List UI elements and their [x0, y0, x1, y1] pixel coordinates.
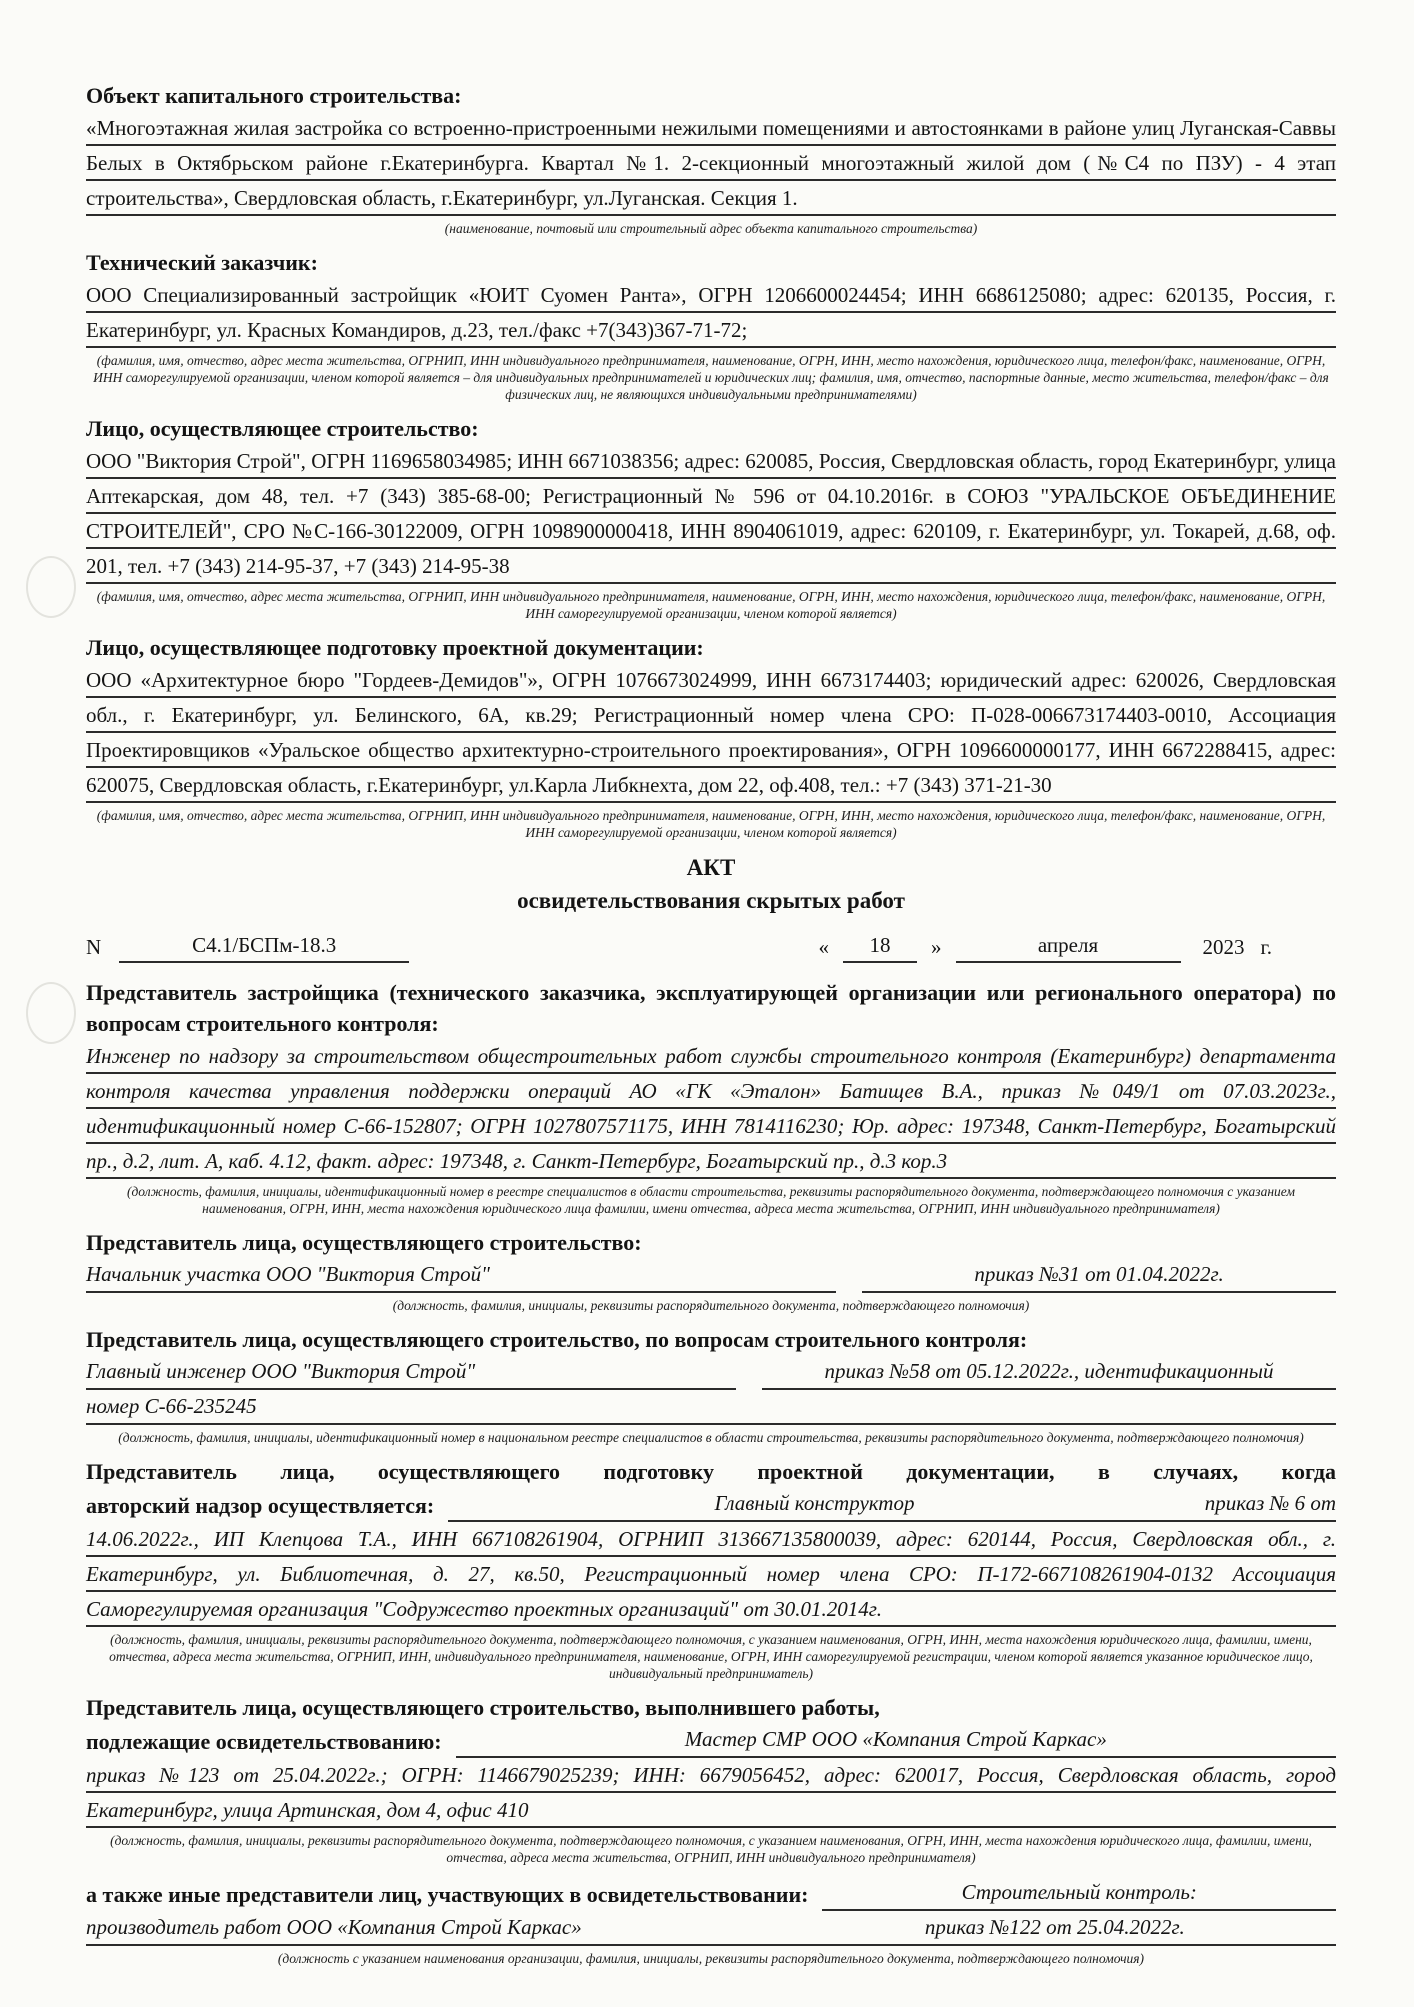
field-value: ООО «Архитектурное бюро "Гордеев-Демидов"», ОГРН 1076673024999, ИНН 6673174403; юридический адрес: 620026, Свердловская обл., г. Екатеринбург, ул. Белинского, 6А, кв.29; Регистрационный номер члена СРО: П-028-006673174403-0010, Ассоциация Проектировщиков «Уральское общество архитектурно-строительного проектирования», ОГРН 1096600000177, ИНН 6672288415, адрес: 620075, Свердловская область, г.Екатеринбург, ул.Карла Либкнехта, дом 22, оф.408, тел.: +7 (343) 371-21-30 — [86, 663, 1336, 803]
field-value: «Многоэтажная жилая застройка со встроенно-пристроенными нежилыми помещениями и автостоянками в районе улиц Луганская-Саввы Белых в Октябрьском районе г.Екатеринбурга. Квартал №1. 2-секционный многоэтажный жилой дом (№С4 по ПЗУ) - 4 этап строительства», Свердловская область, г.Екатеринбург, ул.Луганская. Секция 1. — [86, 111, 1336, 216]
field-value: Инженер по надзору за строительством общестроительных работ службы строительного контроля (Екатеринбург) департамента контроля качества управления поддержки операций АО «ГК «Эталон» Батищев В.А., приказ №049/1 от 07.03.2023г., идентификационный номер С-66-152807; ОГРН 1027807571175, ИНН 7814116230; Юр. адрес: 197348, Санкт-Петербург, Богатырский пр., д.2, лит. А, каб. 4.12, факт. адрес: 197348, г. Санкт-Петербург, Богатырский пр., д.3 кор.3 — [86, 1039, 1336, 1179]
section-title: Лицо, осуществляющее строительство: — [86, 416, 479, 441]
section-other-representatives — [86, 1876, 1336, 1967]
position-value: Главный инженер ООО "Виктория Строй" — [86, 1355, 736, 1390]
field-row — [86, 1390, 1336, 1425]
section-title-row — [86, 1876, 1336, 1911]
field-value: ООО Специализированный застройщик «ЮИТ Суомен Ранта», ОГРН 1206600024454; ИНН 6686125080; адрес: 620135, Россия, г. Екатеринбург, ул. Красных Командиров, д.23, тел./факс +7(343)367-71-72; — [86, 278, 1336, 348]
field-caption: (должность, фамилия, инициалы, реквизиты распорядительного документа, подтверждающего полномочия, с указанием наименования, ОГРН, ИНН, места нахождения юридического лица, фамилии, имени, отчества, адреса места жительства, ОГРНИП, ИНН, индивидуального предпринимателя, наименование, ОГРН, ИНН саморегулируемой регистрации, членом которой является указанное юридическое лицо, индивидуальный предприниматель) — [109, 1632, 1313, 1681]
act-day: 18 — [843, 929, 917, 963]
section-title-line2: подлежащие освидетельствованию: — [86, 1729, 442, 1754]
section-title: Представитель лица, осуществляющего строительство, по вопросам строительного контроля: — [86, 1327, 1028, 1352]
act-number-value: С4.1/БСПм-18.3 — [119, 929, 409, 963]
field-caption: (должность, фамилия, инициалы, идентификационный номер в реестре специалистов в области строительства, реквизиты распорядительного документа, подтверждающего полномочия с указанием наименования, ОГРН, ИНН, места нахождения юридического лица фамилии, имени отчества, адреса места жительства, ОГРНИП, ИНН индивидуального предпринимателя) — [126, 1184, 1296, 1216]
field-caption: (должность, фамилия, инициалы, реквизиты распорядительного документа, подтверждающего полномочия) — [392, 1298, 1030, 1313]
order-value: приказ №58 от 05.12.2022г., идентификационный — [762, 1355, 1336, 1390]
section-technical-customer — [86, 247, 1336, 403]
field-caption: (фамилия, имя, отчество, адрес места жительства, ОГРНИП, ИНН индивидуального предпринимателя, наименование, ОГРН, ИНН, место нахождения, юридического лица, телефон/факс, наименование, ОГРН, ИНН саморегулируемой организации, членом которой является) — [96, 589, 1326, 621]
position-value: Мастер СМР ООО «Компания Строй Каркас» — [684, 1727, 1107, 1751]
act-subtitle: освидетельствования скрытых работ — [517, 888, 905, 913]
hole-punch-artifact — [26, 982, 76, 1044]
section-title-line2-row — [86, 1487, 1336, 1522]
act-title: АКТ — [686, 855, 736, 880]
section-title-line2: авторский надзор осуществляется: — [86, 1493, 435, 1518]
close-quote: » — [931, 935, 942, 959]
role-value: Строительный контроль: — [961, 1880, 1197, 1904]
field-caption: (должность, фамилия, инициалы, идентификационный номер в национальном реестре специалистов в области строительства, реквизиты распорядительного документа, подтверждающего полномочия) — [118, 1430, 1304, 1445]
section-title-line1: Представитель лица, осуществляющего строительство, выполнившего работы, — [86, 1695, 880, 1720]
section-developer-representative — [86, 977, 1336, 1217]
section-title: Лицо, осуществляющее подготовку проектной документации: — [86, 635, 704, 660]
section-act-header — [86, 851, 1336, 963]
section-title-line2-row — [86, 1723, 1336, 1758]
order-lead-value: приказ № 6 от — [1204, 1491, 1336, 1515]
section-builder-control-representative — [86, 1324, 1336, 1446]
section-designer — [86, 632, 1336, 841]
section-builder-representative — [86, 1227, 1336, 1314]
section-builder — [86, 413, 1336, 622]
field-value: 14.06.2022г., ИП Клепцова Т.А., ИНН 667108261904, ОГРНИП 313667135800039, адрес: 620144, Россия, Свердловская обл., г. Екатеринбург, ул. Библиотечная, д. 27, кв.50, Регистрационный номер члена СРО: П-172-667108261904-0132 Ассоциация Саморегулируемая организация "Содружество проектных организаций" от 30.01.2014г. — [86, 1522, 1336, 1627]
act-number-label: N — [86, 935, 102, 959]
field-value: ООО "Виктория Строй", ОГРН 1169658034985; ИНН 6671038356; адрес: 620085, Россия, Свердловская область, город Екатеринбург, улица Аптекарская, дом 48, тел. +7 (343) 385-68-00; Регистрационный № 596 от 04.10.2016г. в СОЮЗ "УРАЛЬСКОЕ ОБЪЕДИНЕНИЕ СТРОИТЕЛЕЙ", СРО №С-166-30122009, ОГРН 1098900000418, ИНН 8904061019, адрес: 620109, г. Екатеринбург, ул. Токарей, д.68, оф. 201, тел. +7 (343) 214-95-37, +7 (343) 214-95-38 — [86, 444, 1336, 584]
field-caption: (должность, фамилия, инициалы, реквизиты распорядительного документа, подтверждающего полномочия, с указанием наименования, ОГРН, ИНН, места нахождения юридического лица, фамилии, имени, отчества, адреса места жительства, ОГРНИП, ИНН индивидуального предпринимателя) — [110, 1833, 1312, 1865]
position-value: производитель работ ООО «Компания Строй Каркас» — [86, 1911, 774, 1946]
section-title: Представитель застройщика (технического заказчика, эксплуатирующей организации или регионального оператора) по вопросам строительного контроля: — [86, 980, 1336, 1036]
open-quote: « — [818, 935, 829, 959]
field-caption: (должность с указанием наименования организации, фамилия, инициалы, реквизиты распорядительного документа, подтверждающего полномочия) — [277, 1951, 1145, 1966]
field-row — [86, 1911, 1336, 1946]
field-caption: (фамилия, имя, отчество, адрес места жительства, ОГРНИП, ИНН индивидуального предпринимателя, наименование, ОГРН, ИНН, место нахождения, юридического лица, телефон/факс, наименование, ОГРН, ИНН саморегулируемой организации, членом которой является – для индивидуальных предпринимателей и юридических лиц; фамилия, имя, отчество, паспортные данные, место жительства, телефон/факс – для физических лиц, не являющихся индивидуальными предпринимателями) — [93, 353, 1329, 402]
act-year-suffix: г. — [1260, 935, 1272, 959]
order-value: приказ №31 от 01.04.2022г. — [862, 1258, 1336, 1293]
section-title-line1: Представитель лица, осуществляющего подготовку проектной документации, в случаях, когда — [86, 1459, 1336, 1484]
section-title: Представитель лица, осуществляющего строительство: — [86, 1230, 642, 1255]
field-caption: (фамилия, имя, отчество, адрес места жительства, ОГРНИП, ИНН индивидуального предпринимателя, наименование, ОГРН, ИНН, место нахождения, юридического лица, телефон/факс, наименование, ОГРН, ИНН саморегулируемой организации, членом которой является) — [96, 808, 1326, 840]
order-value: приказ №122 от 25.04.2022г. — [774, 1911, 1337, 1946]
field-caption: (наименование, почтовый или строительный адрес объекта капитального строительства) — [444, 221, 978, 236]
section-work-performer-representative — [86, 1692, 1336, 1866]
act-month: апреля — [956, 929, 1181, 963]
section-title: Объект капитального строительства: — [86, 83, 462, 108]
act-year: 2023 — [1202, 935, 1245, 959]
order-tail-value: номер С-66-235245 — [86, 1390, 1336, 1425]
field-value: приказ №123 от 25.04.2022г.; ОГРН: 1146679025239; ИНН: 6679056452, адрес: 620017, Россия, Свердловская область, город Екатеринбург, улица Артинская, дом 4, офис 410 — [86, 1758, 1336, 1828]
section-construction-object — [86, 80, 1336, 237]
section-title: Технический заказчик: — [86, 250, 318, 275]
section-designer-representative — [86, 1456, 1336, 1682]
field-row — [86, 1258, 1336, 1293]
hole-punch-artifact — [26, 556, 76, 618]
position-value: Начальник участка ООО "Виктория Строй" — [86, 1258, 836, 1293]
field-row — [86, 1355, 1336, 1390]
section-title: а также иные представители лиц, участвующих в освидетельствовании: — [86, 1882, 809, 1907]
act-number-row — [86, 929, 1336, 963]
position-value: Главный конструктор — [714, 1491, 915, 1515]
